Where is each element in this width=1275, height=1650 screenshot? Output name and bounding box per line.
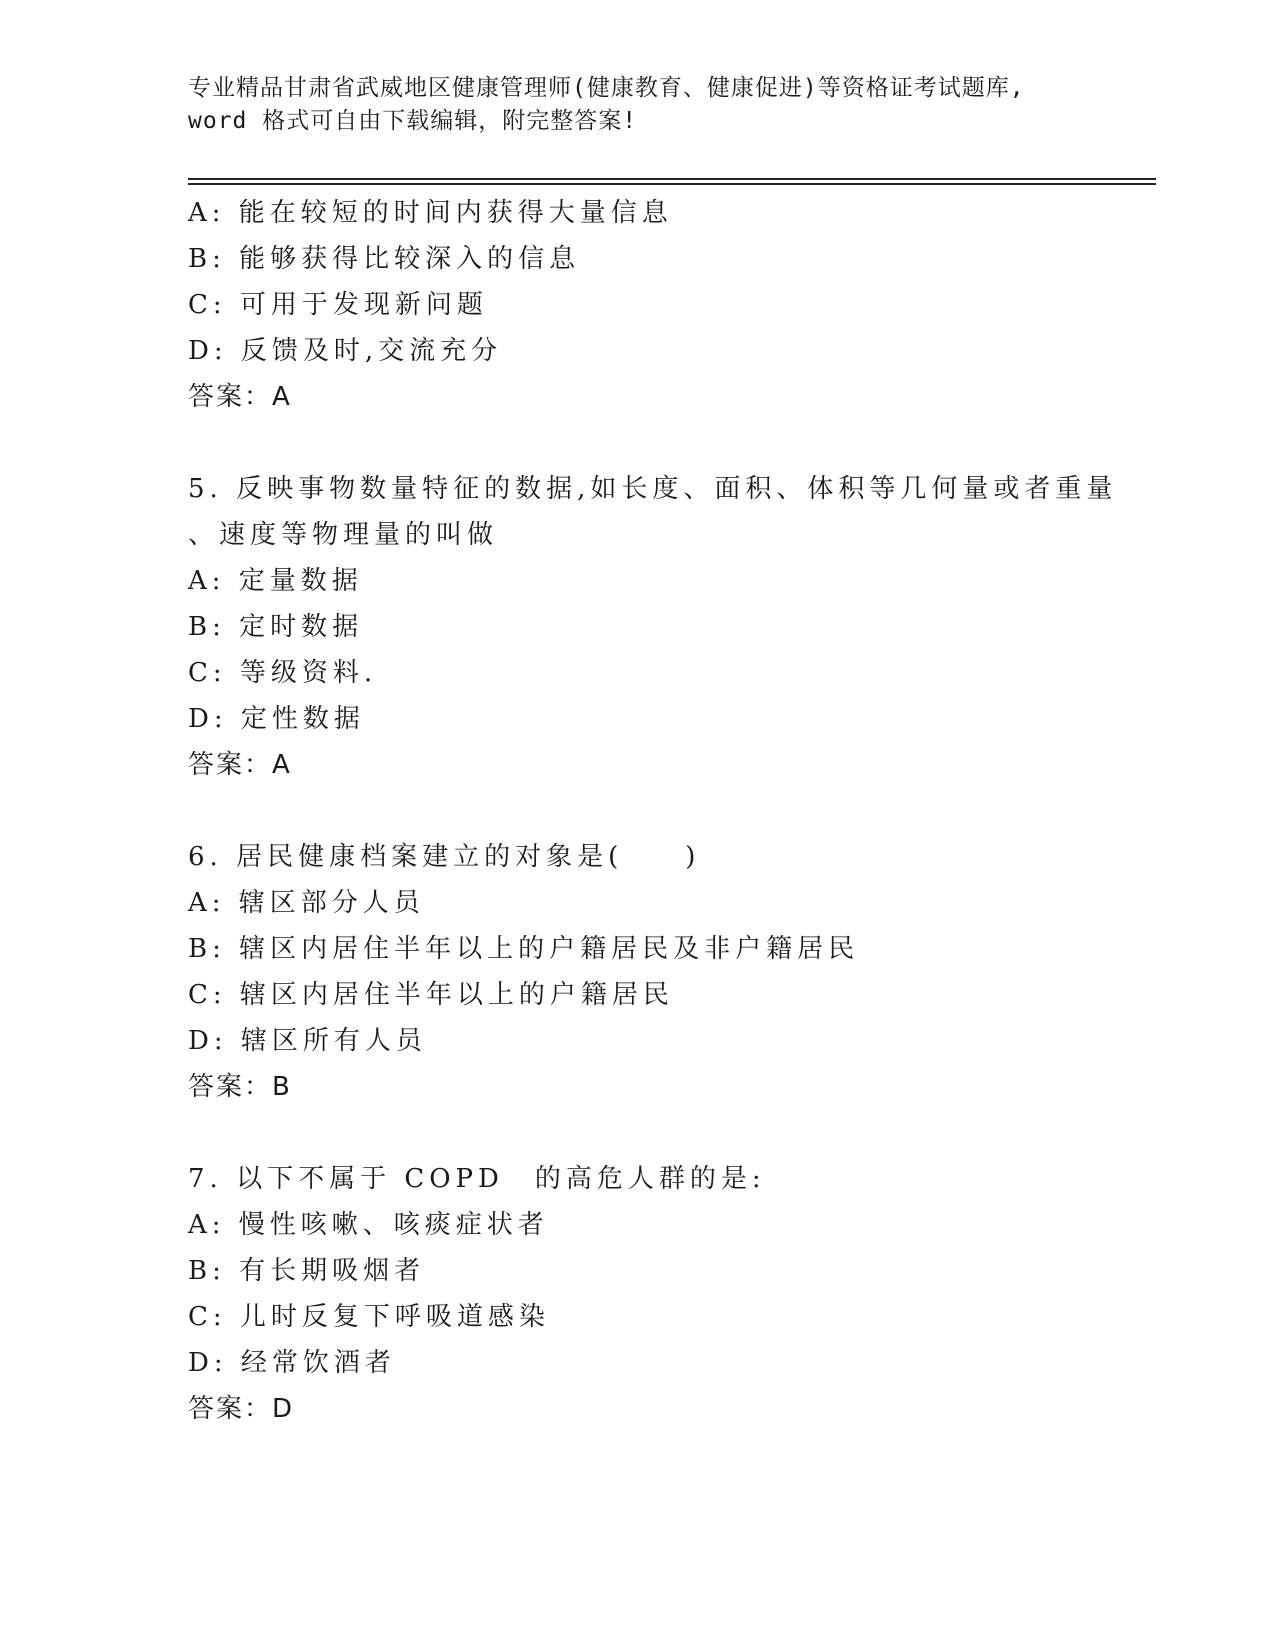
option-a: A: 辖区部分人员 [188, 888, 425, 918]
question-5 [188, 466, 1118, 788]
option-a: A: 定量数据 [188, 566, 363, 596]
option-b: B: 能够获得比较深入的信息 [188, 244, 581, 274]
answer: 答案：B [188, 1072, 292, 1102]
answer: 答案：D [188, 1394, 295, 1424]
option-c: C: 儿时反复下呼吸道感染 [188, 1302, 550, 1332]
document-header [188, 72, 1088, 138]
option-b: B: 有长期吸烟者 [188, 1256, 426, 1286]
question-text-cont: 、速度等物理量的叫做 [188, 520, 499, 550]
option-c: C: 辖区内居住半年以上的户籍居民 [188, 980, 674, 1010]
option-c: C: 可用于发现新问题 [188, 290, 488, 320]
option-d: D: 反馈及时,交流充分 [188, 336, 503, 366]
question-text: 5. 反映事物数量特征的数据,如长度、面积、体积等几何量或者重量 [188, 474, 1118, 504]
answer: 答案：A [188, 750, 292, 780]
question-7 [188, 1156, 1088, 1432]
option-a: A: 慢性咳嗽、咳痰症状者 [188, 1210, 549, 1240]
question-text: 6. 居民健康档案建立的对象是( ) [188, 842, 701, 872]
spacer [188, 420, 1088, 466]
option-c: C: 等级资料. [188, 658, 378, 688]
question-list [188, 190, 1118, 1432]
header-line-1: 专业精品甘肃省武威地区健康管理师(健康教育、健康促进)等资格证考试题库, [188, 75, 1025, 101]
option-a: A: 能在较短的时间内获得大量信息 [188, 198, 673, 228]
answer: 答案：A [188, 382, 292, 412]
header-rule-bottom [188, 183, 1156, 185]
header-line-2: word 格式可自由下载编辑，附完整答案! [188, 108, 638, 134]
spacer [188, 1110, 1088, 1156]
option-d: D: 经常饮酒者 [188, 1348, 396, 1378]
option-d: D: 定性数据 [188, 704, 365, 734]
question-text: 7. 以下不属于 COPD 的高危人群的是: [188, 1164, 766, 1194]
header-rule-top [188, 178, 1156, 180]
option-b: B: 辖区内居住半年以上的户籍居民及非户籍居民 [188, 934, 860, 964]
option-d: D: 辖区所有人员 [188, 1026, 427, 1056]
spacer [188, 788, 1088, 834]
option-b: B: 定时数据 [188, 612, 364, 642]
question-4 [188, 190, 1088, 420]
question-6 [188, 834, 1088, 1110]
